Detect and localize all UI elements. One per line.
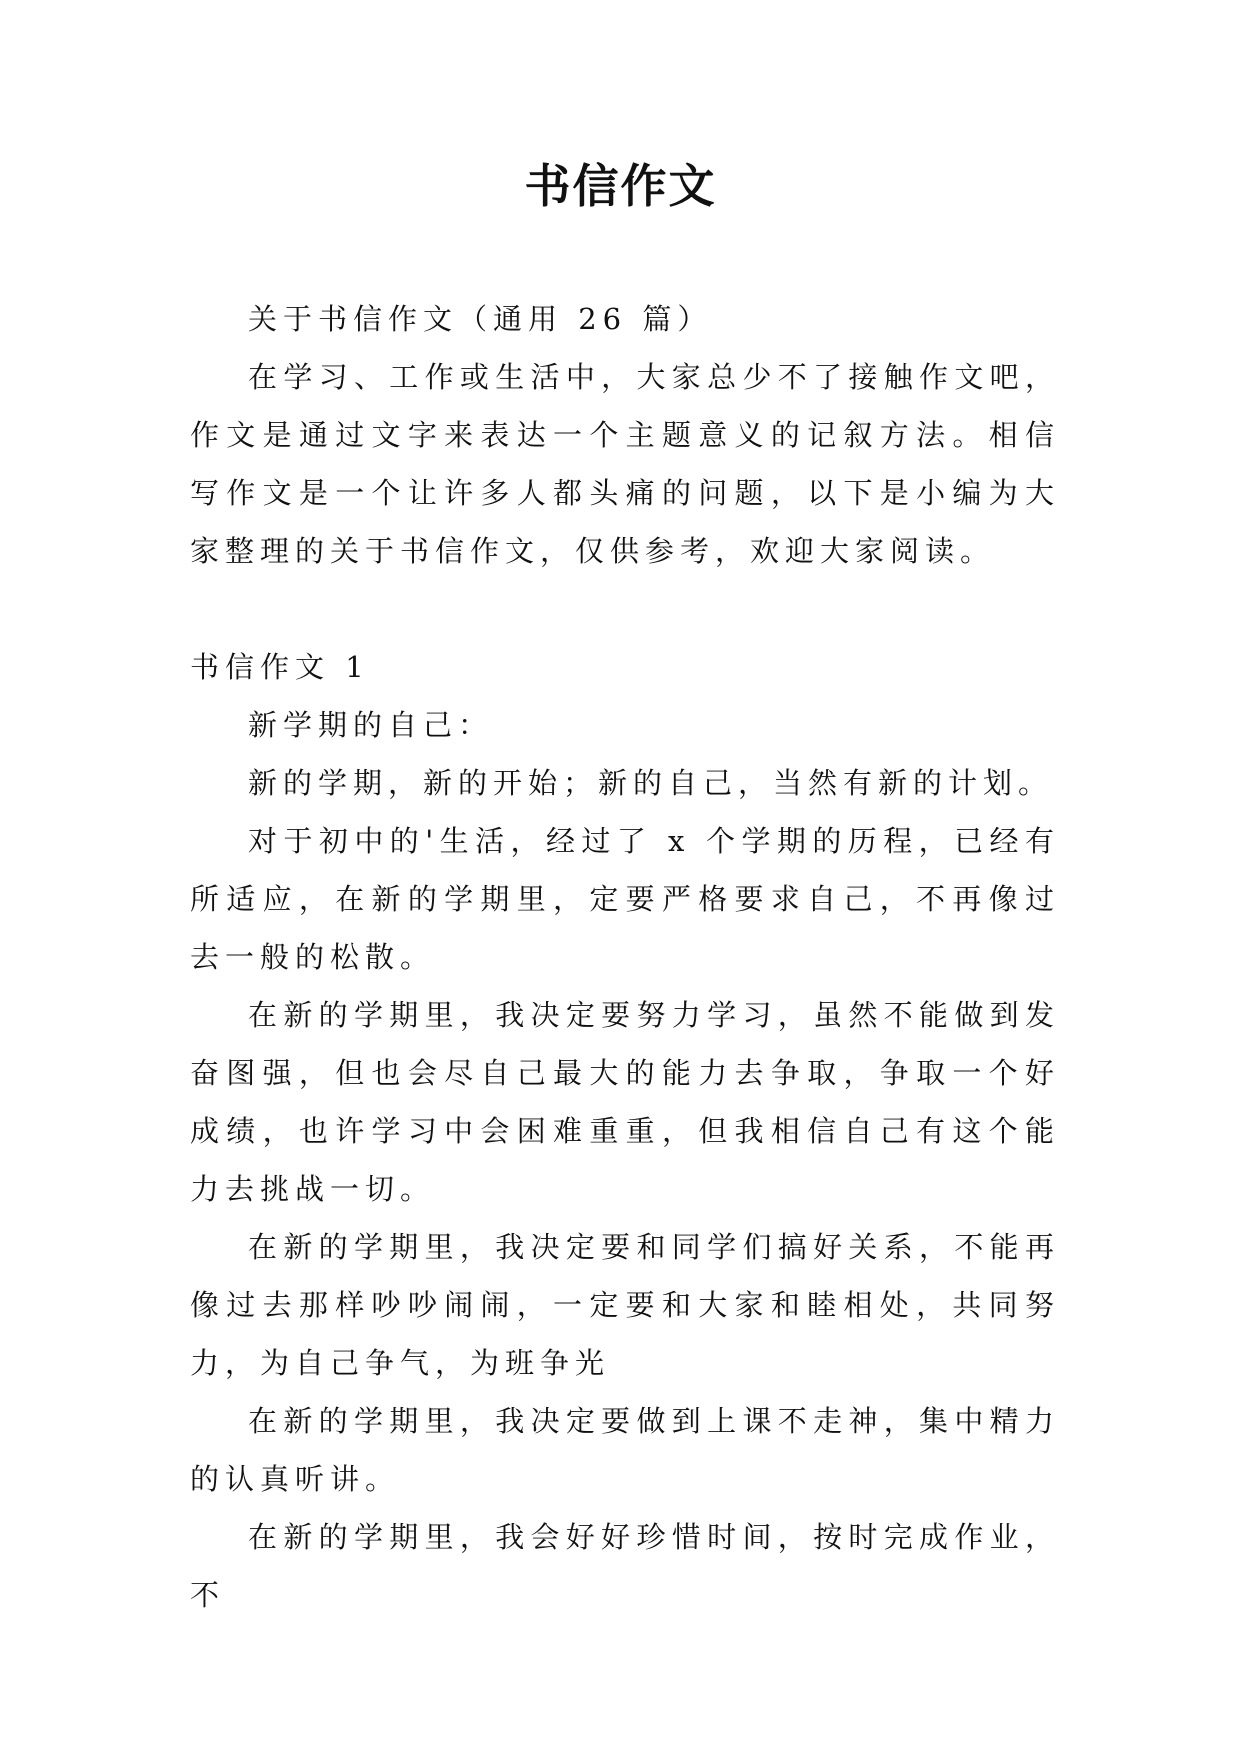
letter-salutation: 新学期的自己： <box>248 708 494 742</box>
body-paragraph: 在新的学期里，我决定要做到上课不走神，集中精力的认真听讲。 <box>190 1404 1060 1496</box>
section-heading: 书信作文 1 <box>190 650 370 684</box>
body-paragraph: 在新的学期里，我决定要努力学习，虽然不能做到发奋图强，但也会尽自己最大的能力去争取，争取一个好成绩，也许学习中会困难重重，但我相信自己有这个能力去挑战一切。 <box>190 998 1060 1206</box>
body-paragraph: 在新的学期里，我会好好珍惜时间，按时完成作业，不 <box>190 1520 1060 1612</box>
document-title: 书信作文 <box>524 159 717 213</box>
document-subtitle: 关于书信作文（通用 26 篇） <box>248 302 713 336</box>
intro-paragraph: 在学习、工作或生活中，大家总少不了接触作文吧，作文是通过文字来表达一个主题意义的记叙方法。相信写作文是一个让许多人都头痛的问题，以下是小编为大家整理的关于书信作文，仅供参考，欢迎大家阅读。 <box>190 360 1060 568</box>
body-paragraph: 对于初中的'生活，经过了 x 个学期的历程，已经有所适应，在新的学期里，定要严格要求自己，不再像过去一般的松散。 <box>190 824 1060 974</box>
section-spacer <box>190 580 1060 638</box>
document-body <box>190 290 1060 1624</box>
body-paragraph: 在新的学期里，我决定要和同学们搞好关系，不能再像过去那样吵吵闹闹，一定要和大家和睦相处，共同努力，为自己争气，为班争光 <box>190 1230 1060 1380</box>
body-paragraph: 新的学期，新的开始；新的自己，当然有新的计划。 <box>248 766 1054 800</box>
